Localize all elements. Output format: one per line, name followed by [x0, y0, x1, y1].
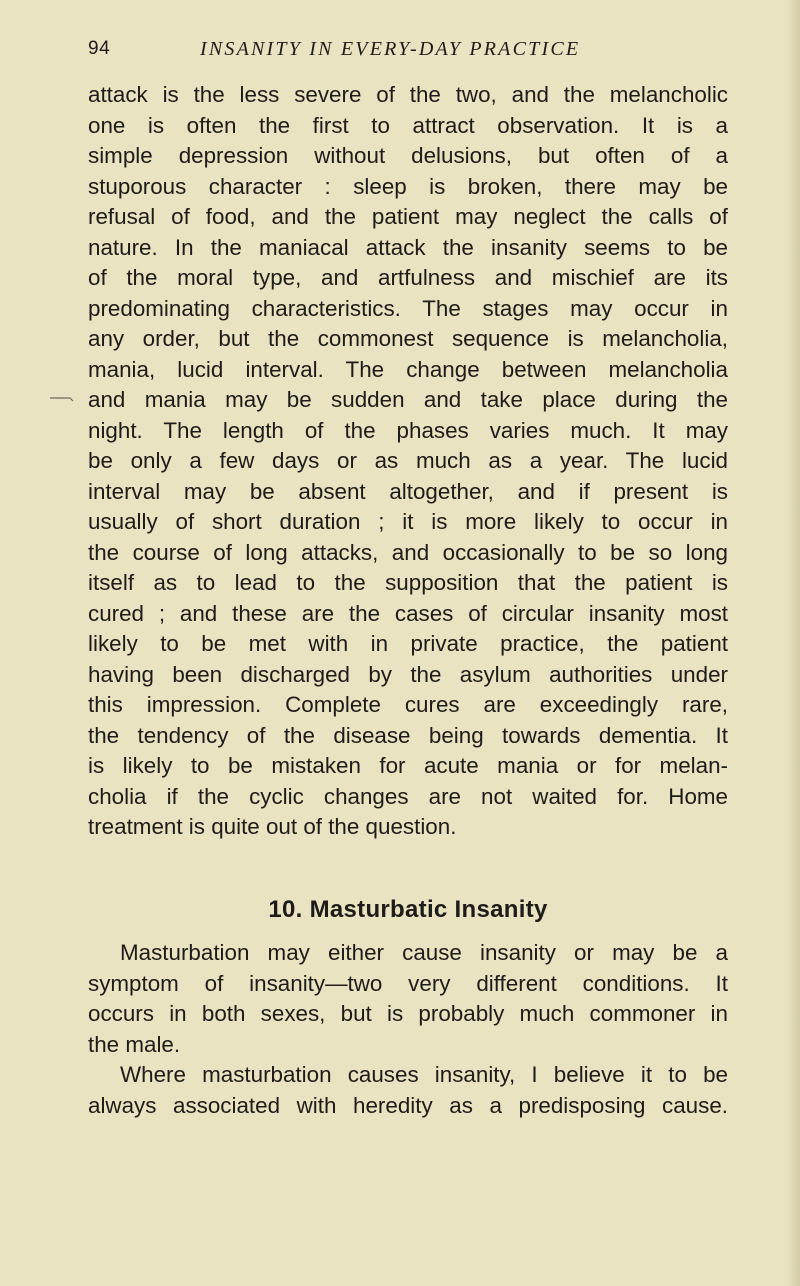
text-line: this impression. Complete cures are exceedingly rare, [88, 692, 728, 717]
margin-pencil-mark [50, 393, 74, 403]
text-line: attack is the less severe of the two, and the melancholic [88, 82, 728, 107]
text-line: of the moral type, and artfulness and mischief are its [88, 265, 728, 290]
text-line: the course of long attacks, and occasionally to be so long [88, 539, 728, 565]
text-line: cured ; and these are the cases of circular insanity most [88, 600, 728, 626]
text-line: and mania may be sudden and take place during the [88, 387, 728, 412]
text-line: usually of short duration ; it is more likely to occur in [88, 509, 728, 534]
text-line: the male. [88, 1031, 181, 1057]
text-line: any order, but the commonest sequence is melancholia, [88, 326, 728, 351]
text-line: mania, lucid interval. The change between melancholia [88, 356, 728, 382]
page-number: 94 [88, 38, 111, 59]
text-line: always associated with heredity as a predisposing cause. [88, 1092, 728, 1118]
text-line: night. The length of the phases varies much. It may [88, 417, 728, 443]
text-line: having been discharged by the asylum authorities under [88, 661, 728, 687]
text-line: refusal of food, and the patient may neglect the calls of [88, 204, 728, 229]
text-line: cholia if the cyclic changes are not waited for. Home [88, 783, 728, 809]
text-line: simple depression without delusions, but often of a [88, 143, 728, 168]
text-line: occurs in both sexes, but is probably much commoner in [88, 1001, 728, 1026]
text-line: symptom of insanity—two very different conditions. It [88, 970, 728, 996]
text-line: Masturbation may either cause insanity or may be a [120, 940, 728, 965]
text-line: be only a few days or as much as a year. The lucid [88, 448, 728, 473]
text-line: nature. In the maniacal attack the insanity seems to be [88, 234, 728, 260]
section-body [88, 938, 728, 1121]
text-line: likely to be met with in private practice, the patient [88, 631, 728, 656]
text-line: interval may be absent altogether, and if present is [88, 478, 728, 504]
text-line: itself as to lead to the supposition that the patient is [88, 570, 728, 595]
text-line: predominating characteristics. The stages may occur in [88, 295, 728, 321]
text-line: one is often the first to attract observation. It is a [88, 112, 728, 138]
text-line: the tendency of the disease being towards dementia. It [88, 722, 728, 748]
section-heading: 10. Masturbatic Insanity [268, 896, 548, 923]
text-line: treatment is quite out of the question. [88, 814, 457, 839]
running-title: INSANITY IN EVERY-DAY PRACTICE [200, 38, 581, 60]
running-head [88, 38, 728, 62]
text-line: Where masturbation causes insanity, I believe it to be [120, 1062, 728, 1087]
text-line: is likely to be mistaken for acute mania or for melan- [88, 753, 728, 778]
paragraph-continued [88, 80, 728, 843]
page-edge-shadow [786, 0, 800, 1286]
text-line: stuporous character : sleep is broken, there may be [88, 173, 728, 199]
